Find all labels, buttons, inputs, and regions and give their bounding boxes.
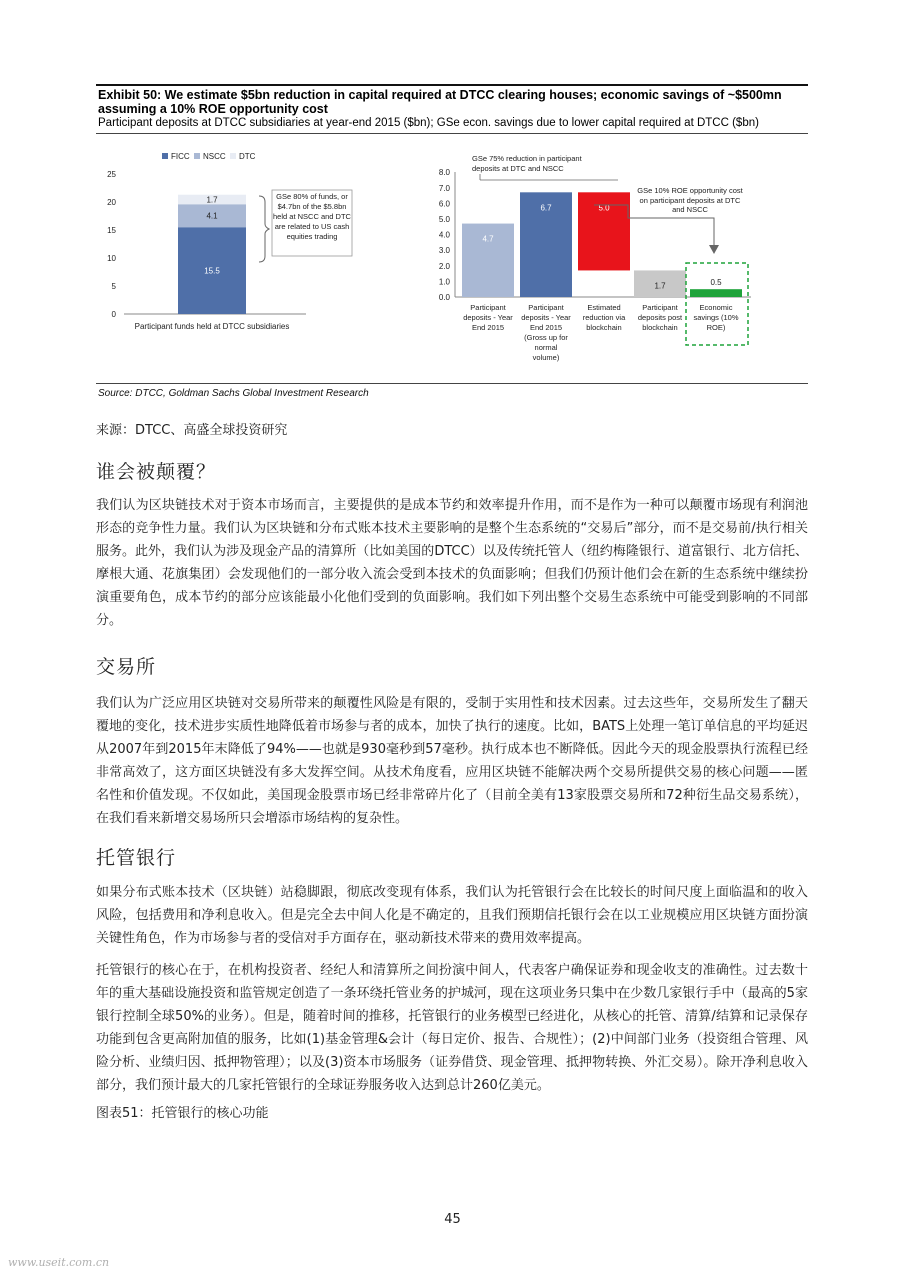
legend [162, 152, 256, 161]
y-tick-10: 10 [107, 254, 116, 263]
annotation-bracket [259, 196, 269, 262]
y-tick-0: 0 [111, 310, 116, 319]
wf-y-tick-5: 5.0 [438, 215, 450, 224]
stacked-bar-chart [96, 146, 416, 346]
stack-value-nscc: 4.1 [206, 211, 218, 221]
exhibit-top-rule [96, 84, 808, 86]
wf-category-3: Participant deposits post blockchain [637, 303, 683, 332]
x-category-label: Participant funds held at DTCC subsidiaries [134, 322, 290, 331]
stack-value-dtc: 1.7 [206, 195, 218, 205]
exhibit-sub-rule [96, 133, 808, 134]
heading-custody: 托管银行 [96, 847, 177, 869]
wf-category-4: Economic savings (10% ROE) [693, 303, 739, 332]
y-tick-20: 20 [107, 198, 116, 207]
wf-value-4: 0.5 [710, 278, 722, 288]
exhibit-source: Source: DTCC, Goldman Sachs Global Investment Research [98, 388, 369, 399]
wf-y-tick-8: 8.0 [438, 168, 450, 178]
exhibit-subtitle: Participant deposits at DTCC subsidiaries at year-end 2015 ($bn); GSe econ. savings due to lower capital required at DTCC ($bn) [98, 117, 759, 129]
paragraph-custody-2: 托管银行的核心在于，在机构投资者、经纪人和清算所之间扮演中间人，代表客户确保证券和现金收支的准确性。过去数十年的重大基础设施投资和监管规定创造了一条环绕托管业务的护城河，现在这项业务只集中在少数几家银行手中（最高的5家银行控制全球50%的业务）。但是，随着时间的推移，托管银行的业务模型已经进化，从核心的托管、清算/结算和记录保存功能到包含更高附加值的服务，比如(1)基金管理&会计（每日定价、报告、合规性）；(2)中间部门业务（投资组合管理、风险分析、业绩归因、抵押物管理）；以及(3)资本市场服务（证券借贷、现金管理、抵押物转换、外汇交易）。除开净利息收入部分，我们预计最大的几家托管银行的全球证券服务收入达到总计260亿美元。 [96, 963, 808, 1093]
y-tick-25: 25 [107, 170, 116, 179]
wf-value-2: 5.0 [598, 203, 610, 213]
wf-y-tick-3: 3.0 [438, 246, 450, 256]
paragraph-who: 我们认为区块链技术对于资本市场而言，主要提供的是成本节约和效率提升作用，而不是作为一种可以颠覆市场现有利润池形态的竞争性力量。我们认为区块链和分布式账本技术主要影响的是整个生态系统的“交易后”部分，而不是交易前/执行相关服务。此外，我们认为涉及现金产品的清算所（比如美国的DTCC）以及传统托管人（纽约梅隆银行、道富银行、北方信托、摩根大通、花旗集团）会发现他们的一部分收入流会受到本技术的负面影响；但我们仍预计他们会在新的生态系统中继续扮演重要角色，成本节约的部分应该能最小化他们受到的负面影响。我们如下列出整个交易生态系统中可能受到影响的不同部分。 [96, 498, 808, 628]
wf-y-tick-2: 2.0 [438, 261, 450, 271]
legend-swatch-nscc [194, 153, 200, 159]
paragraph-custody-1: 如果分布式账本技术（区块链）站稳脚跟，彻底改变现有体系，我们认为托管银行会在比较长的时间尺度上面临温和的收入风险，包括费用和净利息收入。但是完全去中间人化是不确定的，且我们预期信托银行会在以工业规模应用区块链方面扮演关键性角色，作为市场参与者的受信对手方面存在，驱动新技术带来的费用效率提高。 [96, 885, 808, 946]
legend-label-ficc: FICC [171, 152, 190, 161]
caption-exhibit-51: 图表51：托管银行的核心功能 [96, 1106, 269, 1121]
page-number: 45 [444, 1212, 461, 1227]
wf-y-tick-4: 4.0 [438, 230, 450, 240]
wf-category-2: Estimated reduction via blockchain [582, 303, 626, 332]
waterfall-chart [418, 150, 760, 375]
wf-y-tick-1: 1.0 [438, 277, 450, 287]
wf-y-tick-6: 6.0 [438, 199, 450, 209]
wf-value-3: 1.7 [654, 281, 666, 291]
wf-annotation-roe: GSe 10% ROE opportunity cost on participant deposits at DTC and NSCC [637, 186, 743, 214]
stack-value-ficc: 15.5 [204, 266, 220, 276]
wf-bar-4 [690, 289, 742, 297]
wf-value-1: 6.7 [540, 203, 552, 213]
heading-who: 谁会被颠覆？ [96, 461, 217, 483]
wf-category-1: Participant deposits - Year End 2015 (Gross up for normal volume) [521, 303, 571, 362]
heading-exchange: 交易所 [96, 656, 157, 678]
exhibit-title: Exhibit 50: We estimate $5bn reduction in capital required at DTCC clearing houses; economic savings of ~$500mn assuming a 10% ROE opportunity cost [98, 88, 782, 116]
wf-arrowhead-icon [709, 245, 719, 254]
wf-value-0: 4.7 [482, 234, 494, 244]
y-tick-5: 5 [111, 282, 116, 291]
exhibit-bottom-rule [96, 383, 808, 384]
paragraph-exchange: 我们认为广泛应用区块链对交易所带来的颠覆性风险是有限的，受制于实用性和技术因素。过去这些年，交易所发生了翻天覆地的变化，技术进步实质性地降低着市场参与者的成本，加快了执行的速度。比如，BATS上处理一笔订单信息的平均延迟从2007年到2015年末降低了94%——也就是930毫秒到57毫秒。执行成本也不断降低。因此今天的现金股票执行流程已经非常高效了，这方面区块链没有多大发挥空间。从技术角度看，应用区块链不能解决两个交易所提供交易的核心问题——匿名性和价值发现。不仅如此，美国现金股票市场已经非常碎片化了（目前全美有13家股票交易所和72种衍生品交易系统），在我们看来新增交易场所只会增添市场结构的复杂性。 [96, 696, 808, 826]
caption-source: 来源：DTCC、高盛全球投资研究 [96, 423, 288, 438]
legend-label-dtc: DTC [239, 152, 256, 161]
y-tick-15: 15 [107, 226, 116, 235]
annotation-text: GSe 80% of funds, or $4.7bn of the $5.8bn held at NSCC and DTC are related to US cash equities trading [273, 192, 351, 241]
wf-category-0: Participant deposits - Year End 2015 [463, 303, 513, 332]
wf-y-tick-0: 0.0 [438, 293, 450, 302]
legend-label-nscc: NSCC [203, 152, 226, 161]
wf-y-tick-7: 7.0 [438, 183, 450, 193]
wf-annotation-reduction: GSe 75% reduction in participant deposits at DTC and NSCC [472, 154, 582, 173]
watermark: www.useit.com.cn [8, 1256, 110, 1269]
legend-swatch-ficc [162, 153, 168, 159]
legend-swatch-dtc [230, 153, 236, 159]
